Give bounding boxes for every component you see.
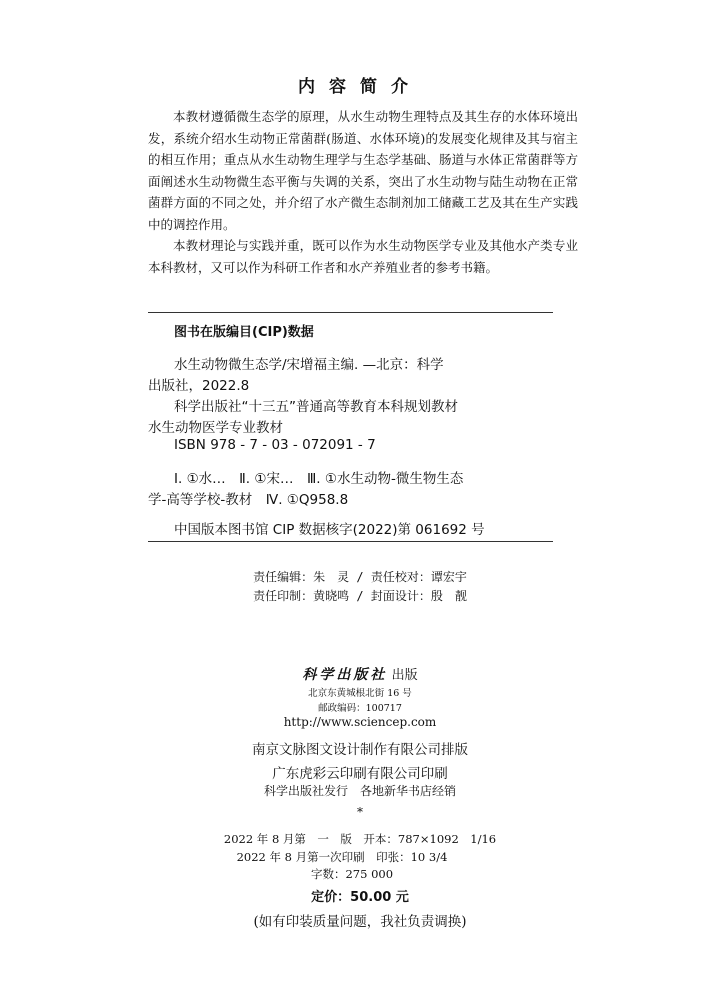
publisher-logo: 科学出版社 — [302, 667, 388, 683]
cip-top-divider — [148, 312, 553, 313]
cip-classification-1: Ⅰ. ①水… Ⅱ. ①宋… Ⅲ. ①水生动物-微生物生态 — [174, 471, 464, 487]
cip-record-number: 中国版本图书馆 CIP 数据核字(2022)第 061692 号 — [174, 522, 485, 538]
summary-paragraph-2: 本教材理论与实践并重，既可以作为水生动物医学专业及其他水产类专业本科教材，又可以作为科研工作者和水产养殖业者的参考书籍。 — [148, 238, 578, 275]
summary-paragraph-1: 本教材遵循微生态学的原理，从水生动物生理特点及其生存的水体环境出发，系统介绍水生动物正常菌群(肠道、水体环境)的发展变化规律及其与宿主的相互作用；重点从水生动物生理学与生态学基础、肠道与水体正常菌群等方面阐述水生动物微生态平衡与失调的关系，突出了水生动物与陆生动物在正常菌群方面的不同之处，并介绍了水产微生态制剂加工储藏工艺及其在生产实践中的调控作用。 — [148, 109, 578, 232]
publisher-suffix: 出版 — [391, 668, 418, 683]
word-count: 字数：275 000 — [310, 867, 394, 881]
cip-heading: 图书在版编目(CIP)数据 — [174, 325, 314, 340]
cip-line-1: 水生动物微生态学/宋增福主编. —北京：科学 — [174, 357, 444, 373]
separator-star: * — [357, 805, 363, 819]
credits-line-2: 责任印制：黄晓鸣 / 封面设计：殷 靓 — [253, 589, 467, 603]
cip-line-2: 出版社，2022.8 — [148, 378, 250, 394]
cip-line-4: 水生动物医学专业教材 — [148, 420, 283, 436]
summary-block — [148, 106, 578, 278]
cip-isbn: ISBN 978 - 7 - 03 - 072091 - 7 — [174, 437, 376, 453]
printing-line: 2022 年 8 月第一次印刷 印张：10 3/4 — [236, 850, 448, 864]
distribution-line: 科学出版社发行 各地新华书店经销 — [263, 784, 456, 798]
quality-notice: (如有印装质量问题，我社负责调换) — [253, 914, 467, 930]
typesetter-line: 南京文脉图文设计制作有限公司排版 — [252, 742, 468, 758]
publisher-postcode: 邮政编码：100717 — [318, 703, 402, 714]
publisher-line — [0, 664, 720, 684]
cip-classification-2: 学-高等学校-教材 Ⅳ. ①Q958.8 — [148, 492, 349, 508]
credits-line-1: 责任编辑：朱 灵 / 责任校对：谭宏宇 — [253, 570, 467, 584]
publisher-url: http://www.sciencep.com — [283, 715, 437, 729]
edition-line: 2022 年 8 月第 一 版 开本：787×1092 1/16 — [223, 832, 497, 846]
cip-bottom-divider — [148, 541, 553, 542]
publisher-address: 北京东黄城根北街 16 号 — [308, 688, 412, 699]
printer-line: 广东虎彩云印刷有限公司印刷 — [272, 766, 448, 782]
page-title: 内容简介 — [298, 77, 422, 97]
price-label: 定价：50.00 元 — [311, 890, 409, 905]
cip-line-3: 科学出版社“十三五”普通高等教育本科规划教材 — [174, 399, 458, 415]
